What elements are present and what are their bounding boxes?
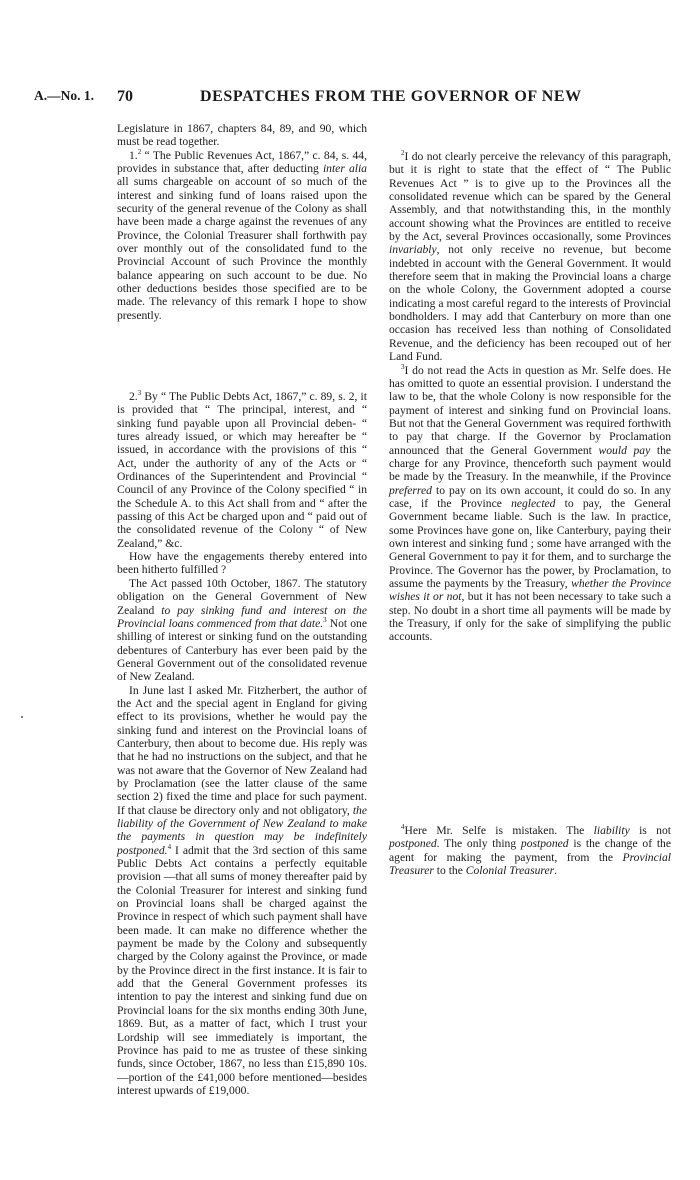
paragraph-intro: Legislature in 1867, chapters 84, 89, and 90, which must be read together. (117, 122, 367, 149)
main-text-top (117, 122, 367, 322)
document-reference: A.—No. 1. (34, 88, 94, 103)
note-2: $^2$I do not clearly perceive the relevancy of this paragraph, but it is right to state that the effect of “ The Public Revenues Act ” is to give up to the Provinces all the consolidated revenue which can be spared by the General Assembly, and that notwithstanding this, in the monthly account showing what the Provinces are entitled to receive by the Act, several Provinces occasionally, some Provinces invariably, not only receive no revenue, but become indebted in account with the General Government. It would therefore seem that in making the Provincial loans a charge on the whole Colony, the Government adopted a course indicating a most careful regard to the interests of Provincial bondholders. I may add that Canterbury on more than one occasion has received less than nothing of Consolidated Revenue, and the deficiency has been recouped out of her Land Fund. (389, 149, 671, 364)
running-title: DESPATCHES FROM THE GOVERNOR OF NEW (200, 88, 582, 105)
footnote-ref-3: 3 (137, 389, 142, 398)
paragraph-2: 2.$^3$ By “ The Public Debts Act, 1867,” c. 89, s. 2, it is provided that “ The principal, interest, and “ sinking fund payable upon all Provincial deben- “ tures already issued, or which may hereafter be “ issued, in accordance with the provisions of this “ Act, under the authority of any of the Acts or “ Ordinances of the Superintendent and Provincial “ Council of any Province of the Colony specified “ in the Schedule A. to this Act shall from and “ after the passing of this Act be charged upon and “ paid out of the consolidated revenue of the Colony “ of New Zealand,” &c. (117, 389, 367, 550)
note-3: $^3$I do not read the Acts in question as Mr. Selfe does. He has omitted to quote an essential provision. I understand the law to be, that the whole Colony is now responsible for the payment of interest and sinking fund on Provincial loans. But not that the General Government was required forthwith to pay that charge. If the Governor by Proclamation announced that the General Government would pay the charge for any Province, thenceforth such payment would be made by the Treasury. In the meanwhile, if the Province preferred to pay on its own account, it could do so. In any case, if the Province neglected to pay, the General Government became liable. Such is the law. In practice, some Provinces have gone on, like Canterbury, paying their own interest and sinking fund ; some have arranged with the General Government to pay it for them, and to surcharge the Province. The Governor has the power, by Proclamation, to assume the payments by the Treasury, whether the Province wishes it or not, but it has not been necessary to take such a step. No doubt in a short time all payments will be made by the Treasury, if only for the sake of simplifying the public accounts. (389, 362, 672, 644)
notes-bottom (389, 824, 671, 877)
margin-dot (21, 716, 23, 718)
paragraph-question: How have the engagements thereby entered into been hitherto fulfilled ? (117, 550, 367, 577)
page-header (0, 88, 700, 110)
footnote-ref-2: 2 (137, 147, 142, 156)
main-text-bottom (117, 390, 367, 1097)
notes-top (389, 150, 671, 644)
paragraph-act-passed: The Act passed 10th October, 1867. The statutory obligation on the General Government of New Zealand to pay sinking fund and interest on the Provincial loans commenced from that date.$^3$ Not one shilling of interest or sinking fund on the outstanding debentures of Canterbury has ever been paid by the General Government out of the consolidated revenue of New Zealand. (117, 576, 367, 684)
footnote-ref-3b: 3 (323, 615, 327, 624)
page-number: 70 (117, 88, 133, 105)
footnote-ref-4: 4 (167, 842, 172, 851)
paragraph-june: In June last I asked Mr. Fitzherbert, the author of the Act and the special agent in England for giving effect to its provisions, whether he would pay the sinking fund and interest on the Provincial loans of Canterbury, then about to become due. His reply was that he had no instructions on the subject, and that he was not aware that the Governor of New Zealand had by Proclamation (see the latter clause of the same section 2) fixed the time and place for such payment. If that clause be directory only and not obligatory, the liability of the Government of New Zealand to make the payments in question may be indefinitely postponed.$^4$ I admit that the 3rd section of this same Public Debts Act contains a perfectly equitable provision —that all sums of money thereafter paid by the Colonial Treasurer for interest and sinking fund on Provincial loans shall be charged against the Province in respect of which such payment shall have been made. It can make no difference whether the payment be made by the Colony and subsequently charged by the Colony against the Province, or made by the Province direct in the first instance. It is fair to add that the General Government professes its intention to pay the interest and sinking fund due on Provincial loans for the six months ending 30th June, 1869. But, as a matter of fact, which I trust your Lordship will see immediately is important, the Province has paid to me as trustee of these sinking funds, since October, 1867, no less than £15,890 10s.—portion of the £41,000 before mentioned—besides interest upwards of £19,000. (117, 683, 367, 1097)
paragraph-1: 1.$^2$ “ The Public Revenues Act, 1867,” c. 84, s. 44, provides in substance that, after deducting inter alia all sums chargeable on account of so much of the interest and sinking fund of loans raised upon the security of the general revenue of the Colony as shall have been made a charge against the revenues of any Province, the Colonial Treasurer shall forthwith pay over monthly out of the consolidated fund to the Provincial Account of such Province the monthly balance appearing on such account to be due. No other deductions besides those specified are to be made. The relevancy of this remark I hope to show presently. (117, 147, 367, 322)
note-4: $^4$Here Mr. Selfe is mistaken. The liability is not postponed. The only thing postponed is the change of the agent for making the payment, from the Provincial Treasurer to the Colonial Treasurer. (389, 823, 671, 878)
